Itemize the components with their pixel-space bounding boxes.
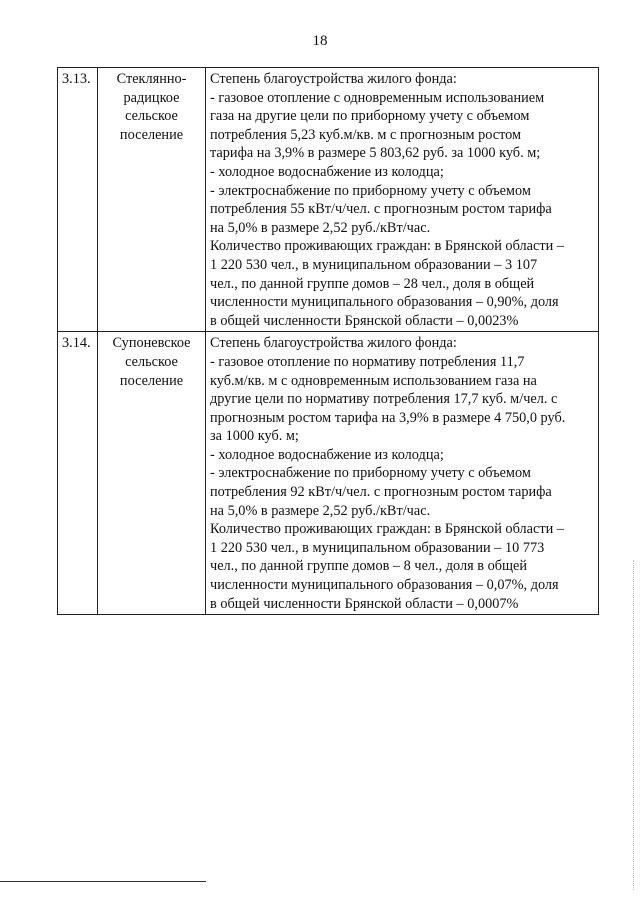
- housing-description: [206, 68, 599, 332]
- description-line: куб.м/кв. м с одновременным использованием газа на: [210, 372, 537, 389]
- description-line: - газовое отопление с одновременным использованием: [210, 89, 545, 106]
- description-line: численности муниципального образования – 0,90%, доля: [210, 294, 559, 311]
- settlement-name: [98, 68, 206, 332]
- settlement-name: [98, 332, 206, 615]
- description-line: потребления 55 кВт/ч/чел. с прогнозным ростом тарифа: [210, 201, 552, 218]
- description-line: потребления 92 кВт/ч/чел. с прогнозным ростом тарифа: [210, 484, 552, 501]
- description-line: - электроснабжение по приборному учету с объемом: [210, 465, 531, 482]
- description-line: в общей численности Брянской области – 0,0007%: [210, 595, 519, 612]
- description-line: Степень благоустройства жилого фонда:: [210, 71, 457, 87]
- description-line: за 1000 куб. м;: [210, 428, 299, 445]
- row-number: 3.13.: [58, 68, 98, 332]
- description-line: - холодное водоснабжение из колодца;: [210, 163, 444, 180]
- description-line: на 5,0% в размере 2,52 руб./кВт/час.: [210, 502, 431, 519]
- settlement-name-line: Стеклянно-: [116, 71, 187, 87]
- description-line: - электроснабжение по приборному учету с объемом: [210, 182, 531, 199]
- settlement-name-line: поселение: [119, 372, 184, 389]
- description-line: чел., по данной группе домов – 28 чел., доля в общей: [210, 275, 535, 292]
- description-line: чел., по данной группе домов – 8 чел., доля в общей: [210, 558, 528, 575]
- table-row: [58, 68, 599, 332]
- description-line: Количество проживающих граждан: в Брянской области –: [210, 521, 564, 538]
- description-line: численности муниципального образования – 0,07%, доля: [210, 577, 559, 594]
- settlements-table: [57, 67, 599, 615]
- settlement-name-line: поселение: [119, 126, 184, 143]
- settlement-name-line: Супоневское: [112, 335, 191, 352]
- description-line: - холодное водоснабжение из колодца;: [210, 446, 444, 463]
- description-line: Степень благоустройства жилого фонда:: [210, 335, 457, 352]
- description-line: тарифа на 3,9% в размере 5 803,62 руб. за 1000 куб. м;: [210, 145, 541, 162]
- settlement-name-line: сельское: [125, 108, 178, 125]
- row-number: 3.14.: [58, 332, 98, 615]
- page-number: 18: [312, 33, 328, 49]
- housing-description: [206, 332, 599, 615]
- description-line: 1 220 530 чел., в муниципальном образовании – 3 107: [210, 256, 538, 273]
- description-line: потребления 5,23 куб.м/кв. м с прогнозным ростом: [210, 126, 522, 143]
- description-line: 1 220 530 чел., в муниципальном образовании – 10 773: [210, 539, 545, 556]
- description-line: в общей численности Брянской области – 0,0023%: [210, 312, 519, 329]
- settlement-name-line: сельское: [125, 353, 178, 370]
- description-line: газа на другие цели по приборному учету с объемом: [210, 108, 530, 125]
- description-line: Количество проживающих граждан: в Брянской области –: [210, 238, 564, 255]
- description-line: другие цели по нормативу потребления 17,7 куб. м/чел. с: [210, 391, 558, 408]
- scan-edge-marks: [631, 560, 634, 890]
- table-body: [58, 68, 599, 615]
- table-row: [58, 332, 599, 615]
- settlement-name-line: радицкое: [123, 89, 180, 106]
- description-line: на 5,0% в размере 2,52 руб./кВт/час.: [210, 219, 431, 236]
- description-line: прогнозным ростом тарифа на 3,9% в размере 4 750,0 руб.: [210, 409, 566, 426]
- description-line: - газовое отопление по нормативу потребления 11,7: [210, 353, 525, 370]
- footer-rule: [0, 881, 206, 882]
